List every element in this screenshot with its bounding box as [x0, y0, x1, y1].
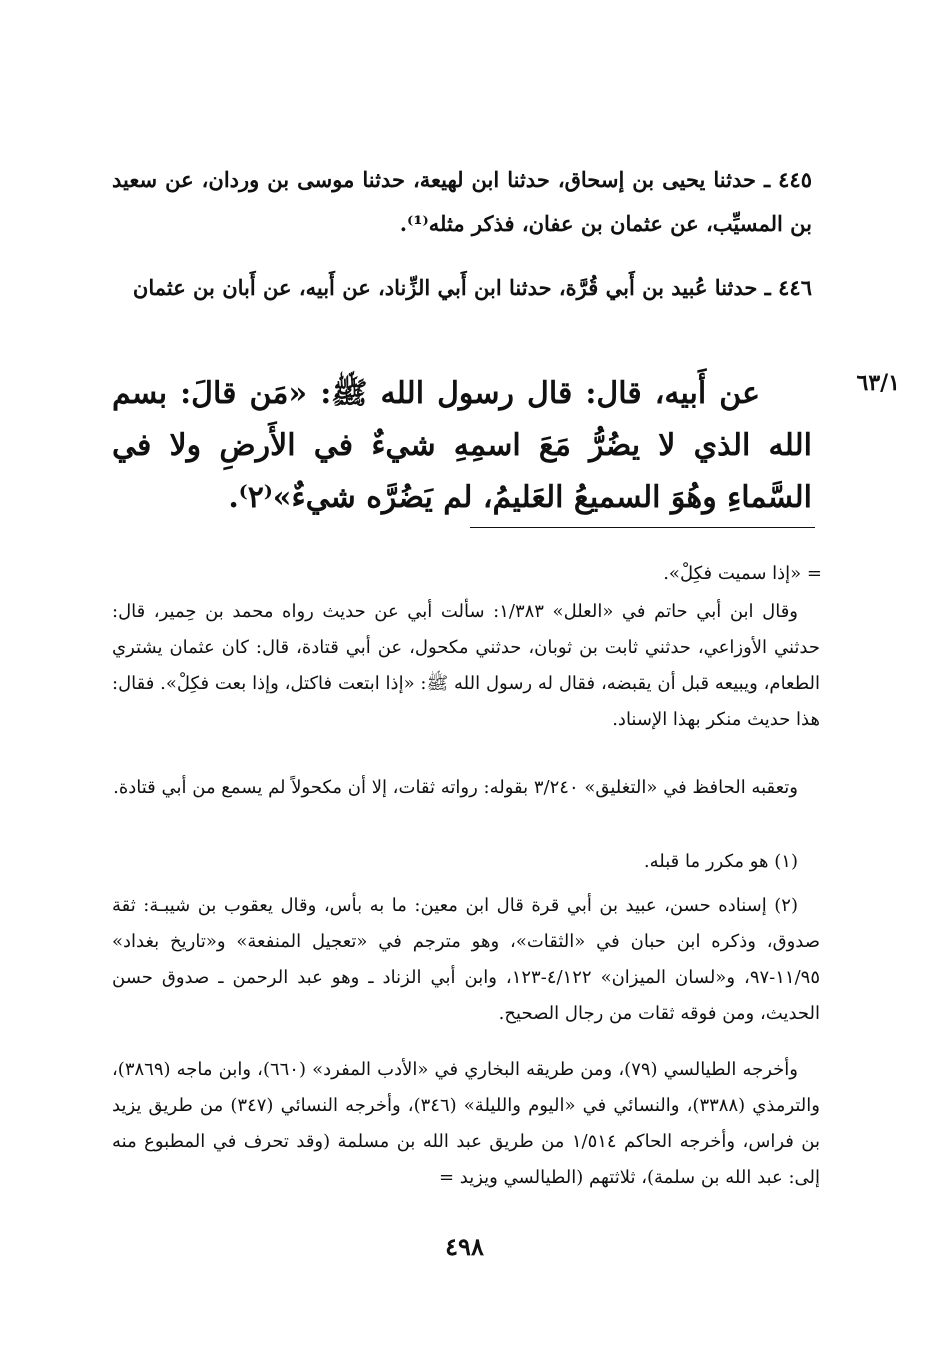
- hadith-text: عن أَبيه، قال: قال رسول الله ﷺ: «مَن قالَ: بسم الله الذي لا يضُرُّ مَعَ اسمِهِ شيءٌ في الأَرضِ ولا في السَّماءِ وهُوَ السميعُ العَليمُ، لم يَضُرَّه شيءٌ»⁽٢⁾.: [112, 376, 812, 515]
- footnote-2: (٢) إسناده حسن، عبيد بن أبي قرة قال ابن معين: ما به بأس، وقال يعقوب بن شيبـة: ثقة صدوق، وذكره ابن حبان في «الثقات»، وهو مترجم في «تعجيل المنفعة» و«تاريخ بغداد» ١١/٩٥-٩٧، و«لسان الميزان» ٤/١٢٢-١٢٣، وابن أبي الزناد ـ وهو عبد الرحمن ـ صدوق حسن الحديث، ومن فوقه ثقات من رجال الصحيح.: [112, 895, 821, 1024]
- hadith-446-paragraph: ٤٤٦ ـ حدثنا عُبيد بن أَبي قُرَّة، حدثنا ابن أَبي الزِّناد، عن أَبيه، عن أَبان بن عثمان: [132, 275, 812, 300]
- hadith-445-paragraph: ٤٤٥ ـ حدثنا يحيى بن إسحاق، حدثنا ابن لهيعة، حدثنا موسى بن وردان، عن سعيد بن المسيِّب، عن عثمان بن عفان، فذكر مثله⁽¹⁾.: [112, 167, 812, 236]
- footnote-paragraph: وتعقبه الحافظ في «التغليق» ٣/٢٤٠ بقوله: رواته ثقات، إلا أن مكحولاً لم يسمع من أبي قتادة.: [113, 777, 798, 798]
- footnote-paragraph: وأخرجه الطيالسي (٧٩)، ومن طريقه البخاري في «الأدب المفرد» (٦٦٠)، وابن ماجه (٣٨٦٩)، والترمذي (٣٣٨٨)، والنسائي في «اليوم والليلة» (٣٤٦)، وأخرجه النسائي (٣٤٧) من طريق يزيد بن فراس، وأخرجه الحاكم ١/٥١٤ من طريق عبد الله بن مسلمة (وقد تحرف في المطبوع منه إلى: عبد الله بن سلمة)، ثلاثتهم (الطيالسي ويزيد =: [112, 1059, 820, 1188]
- margin-reference: ٦٣/١: [856, 370, 900, 396]
- footnote-1: (١) هو مكرر ما قبله.: [643, 851, 798, 872]
- footnote-continuation: = «إذا سميت فكِلْ».: [663, 563, 822, 584]
- page-number: ٤٩٨: [445, 1232, 484, 1261]
- footnote-separator: [470, 527, 815, 528]
- footnote-paragraph: وقال ابن أبي حاتم في «العلل» ١/٣٨٣: سألت أبي عن حديث رواه محمد بن حِمير، قال: حدثني الأوزاعي، حدثني ثابت بن ثوبان، حدثني مكحول، عن أبي قتادة، قال: كان عثمان يشتري الطعام، ويبيعه قبل أن يقبضه، فقال له رسول الله ﷺ: «إذا ابتعت فاكتل، وإذا بعت فكِلْ». فقال: هذا حديث منكر بهذا الإسناد.: [112, 601, 820, 730]
